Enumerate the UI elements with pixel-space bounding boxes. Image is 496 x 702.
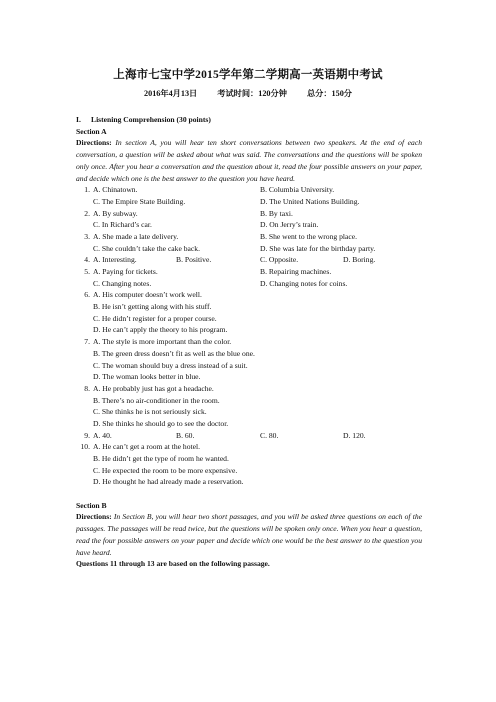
- section-a-directions: [76, 137, 422, 184]
- option-d: D. She thinks he should go to see the doctor.: [93, 418, 229, 428]
- option-a: A. 40.: [93, 430, 112, 440]
- question-9: [76, 430, 422, 442]
- option-b: B. He didn’t get the type of room he wanted.: [93, 454, 229, 464]
- exam-info: [0, 88, 496, 99]
- question-8-d: [76, 418, 422, 430]
- question-3: [76, 231, 422, 243]
- option-c: C. The woman should buy a dress instead of a suit.: [93, 360, 248, 370]
- option-d: D. Changing notes for coins.: [260, 278, 348, 288]
- option-c: C. He expected the room to be more expensive.: [93, 465, 238, 475]
- question-8-c: [76, 406, 422, 418]
- question-7: [76, 336, 422, 348]
- option-b: B. Columbia University.: [260, 185, 335, 195]
- spacer: [76, 488, 422, 500]
- question-number: 1.: [84, 185, 90, 195]
- question-1: [76, 184, 422, 196]
- option-d: D. Boring.: [343, 255, 376, 265]
- part-heading: [76, 114, 422, 126]
- section-a-label: Section A: [76, 126, 107, 136]
- option-b: B. By taxi.: [260, 208, 293, 218]
- option-c: C. He didn’t register for a proper course.: [93, 313, 217, 323]
- question-10-b: [76, 453, 422, 465]
- question-7-d: [76, 371, 422, 383]
- question-3-cd: [76, 243, 422, 255]
- exam-score: 总分：150分: [306, 89, 352, 98]
- question-1-cd: [76, 196, 422, 208]
- option-b: B. 60.: [176, 430, 195, 440]
- option-b: B. There’s no air-conditioner in the room.: [93, 395, 220, 405]
- question-6: [76, 289, 422, 301]
- option-d: D. He can’t apply the theory to his program.: [93, 325, 228, 335]
- question-number: 3.: [84, 231, 90, 241]
- question-4: [76, 254, 422, 266]
- option-d: D. He thought he had already made a reservation.: [93, 477, 244, 487]
- exam-date: 2016年4月13日: [144, 89, 198, 98]
- question-7-b: [76, 348, 422, 360]
- option-d: D. The United Nations Building.: [260, 196, 360, 206]
- question-number: 10.: [80, 442, 90, 452]
- part-title: Listening Comprehension (30 points): [91, 115, 211, 124]
- question-6-d: [76, 324, 422, 336]
- question-8: [76, 383, 422, 395]
- option-d: D. 120.: [343, 430, 366, 440]
- option-c: C. She thinks he is not seriously sick.: [93, 407, 207, 417]
- question-number: 5.: [84, 267, 90, 277]
- question-10-d: [76, 476, 422, 488]
- option-d: D. She was late for the birthday party.: [260, 243, 376, 253]
- question-10-c: [76, 465, 422, 477]
- option-a: A. She made a late delivery.: [93, 231, 179, 241]
- passage-note: Questions 11 through 13 are based on the following passage.: [76, 559, 270, 569]
- option-c: C. The Empire State Building.: [93, 196, 186, 206]
- question-number: 6.: [84, 290, 90, 300]
- question-2-cd: [76, 219, 422, 231]
- question-number: 9.: [84, 430, 90, 440]
- question-8-b: [76, 395, 422, 407]
- directions-text: In section A, you will hear ten short conversations between two speakers. At the end of each conversation, a question will be asked about what was said. The conversations and the questions will be spoken only once. After you hear a conversation and the question about it, read the four possible answers on your paper, and decide which one is the best answer to the question you have heard.: [76, 138, 422, 183]
- option-b: B. She went to the wrong place.: [260, 231, 358, 241]
- option-a: A. The style is more important than the color.: [93, 337, 232, 347]
- option-c: C. Changing notes.: [93, 278, 152, 288]
- directions-label: Directions:: [76, 512, 112, 522]
- option-a: A. Paying for tickets.: [93, 267, 158, 277]
- option-a: A. By subway.: [93, 208, 138, 218]
- option-a: A. His computer doesn’t work well.: [93, 290, 202, 300]
- option-c: C. Opposite.: [260, 255, 299, 265]
- directions-text: In Section B, you will hear two short passages, and you will be asked three questions on each of the passages. The passages will be read twice, but the questions will be spoken only once. When you hear a question, read the four possible answers on your paper and decide which one would be the best answer to the question you have heard.: [76, 512, 422, 557]
- part-number: I.: [76, 115, 81, 124]
- option-a: A. He probably just has got a headache.: [93, 383, 214, 393]
- option-a: A. Interesting.: [93, 255, 137, 265]
- option-c: C. She couldn’t take the cake back.: [93, 243, 200, 253]
- exam-title: 上海市七宝中学2015学年第二学期高一英语期中考试: [113, 69, 383, 81]
- question-6-c: [76, 313, 422, 325]
- option-b: B. Positive.: [176, 255, 212, 265]
- directions-label: Directions:: [76, 138, 112, 148]
- question-7-c: [76, 360, 422, 372]
- option-b: B. The green dress doesn’t fit as well as the blue one.: [93, 348, 255, 358]
- question-2: [76, 208, 422, 220]
- option-b: B. He isn’t getting along with his stuff.: [93, 302, 212, 312]
- section-b-directions: [76, 511, 422, 558]
- section-b-label: Section B: [76, 500, 107, 510]
- question-number: 8.: [84, 383, 90, 393]
- option-c: C. In Richard’s car.: [93, 220, 152, 230]
- option-a: A. Chinatown.: [93, 185, 138, 195]
- question-number: 4.: [84, 255, 90, 265]
- question-number: 2.: [84, 208, 90, 218]
- exam-time: 考试时间：120分钟: [217, 89, 287, 98]
- option-b: B. Repairing machines.: [260, 267, 332, 277]
- exam-content: [76, 114, 422, 570]
- option-d: D. The woman looks better in blue.: [93, 372, 201, 382]
- question-6-b: [76, 301, 422, 313]
- question-10: [76, 441, 422, 453]
- option-d: D. On Jerry’s train.: [260, 220, 319, 230]
- question-5: [76, 266, 422, 278]
- question-5-cd: [76, 278, 422, 290]
- question-number: 7.: [84, 337, 90, 347]
- option-c: C. 80.: [260, 430, 279, 440]
- option-a: A. He can’t get a room at the hotel.: [93, 442, 200, 452]
